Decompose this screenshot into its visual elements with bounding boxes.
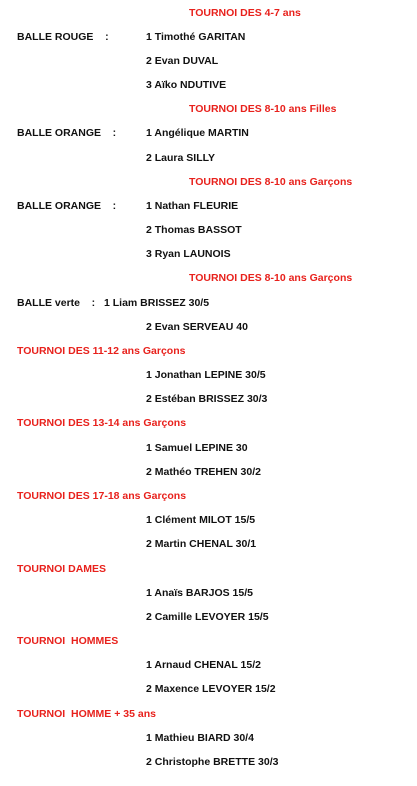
result-entry: 2 Camille LEVOYER 15/5 (146, 611, 269, 623)
result-entry: 2 Martin CHENAL 30/1 (146, 538, 257, 550)
result-entry: 3 Aïko NDUTIVE (146, 79, 227, 91)
result-entry: 1 Arnaud CHENAL 15/2 (146, 659, 261, 671)
result-entry: 3 Ryan LAUNOIS (146, 248, 231, 260)
category-label: BALLE ORANGE : (17, 127, 117, 139)
section-heading: TOURNOI DES 17-18 ans Garçons (17, 490, 187, 502)
result-entry: 1 Clément MILOT 15/5 (146, 514, 256, 526)
section-heading: TOURNOI HOMME + 35 ans (17, 708, 156, 720)
result-entry: 1 Anaïs BARJOS 15/5 (146, 587, 253, 599)
result-entry: 1 Timothé GARITAN (146, 31, 246, 43)
result-entry: 2 Thomas BASSOT (146, 224, 242, 236)
result-entry: 2 Christophe BRETTE 30/3 (146, 756, 279, 768)
result-entry: 1 Liam BRISSEZ 30/5 (104, 297, 210, 309)
result-entry: 2 Estéban BRISSEZ 30/3 (146, 393, 268, 405)
result-entry: 2 Evan DUVAL (146, 55, 219, 67)
section-heading: TOURNOI DAMES (17, 563, 107, 575)
section-heading: TOURNOI HOMMES (17, 635, 119, 647)
section-heading: TOURNOI DES 11-12 ans Garçons (17, 345, 186, 357)
result-entry: 2 Laura SILLY (146, 152, 216, 164)
category-label: BALLE ROUGE : (17, 31, 109, 43)
result-entry: 1 Angélique MARTIN (146, 127, 249, 139)
category-label: BALLE ORANGE : (17, 200, 117, 212)
result-entry: 1 Mathieu BIARD 30/4 (146, 732, 254, 744)
result-entry: 2 Maxence LEVOYER 15/2 (146, 683, 276, 695)
result-entry: 1 Nathan FLEURIE (146, 200, 239, 212)
result-entry: 1 Jonathan LEPINE 30/5 (146, 369, 266, 381)
section-heading: TOURNOI DES 13-14 ans Garçons (17, 417, 187, 429)
result-entry: 2 Mathéo TREHEN 30/2 (146, 466, 261, 478)
section-heading: TOURNOI DES 8-10 ans Garçons (189, 176, 353, 188)
result-entry: 2 Evan SERVEAU 40 (146, 321, 248, 333)
result-entry: 1 Samuel LEPINE 30 (146, 442, 248, 454)
category-label: BALLE verte : (17, 297, 96, 309)
section-heading: TOURNOI DES 8-10 ans Filles (189, 103, 337, 115)
section-heading: TOURNOI DES 4-7 ans (189, 7, 301, 19)
section-heading: TOURNOI DES 8-10 ans Garçons (189, 272, 353, 284)
